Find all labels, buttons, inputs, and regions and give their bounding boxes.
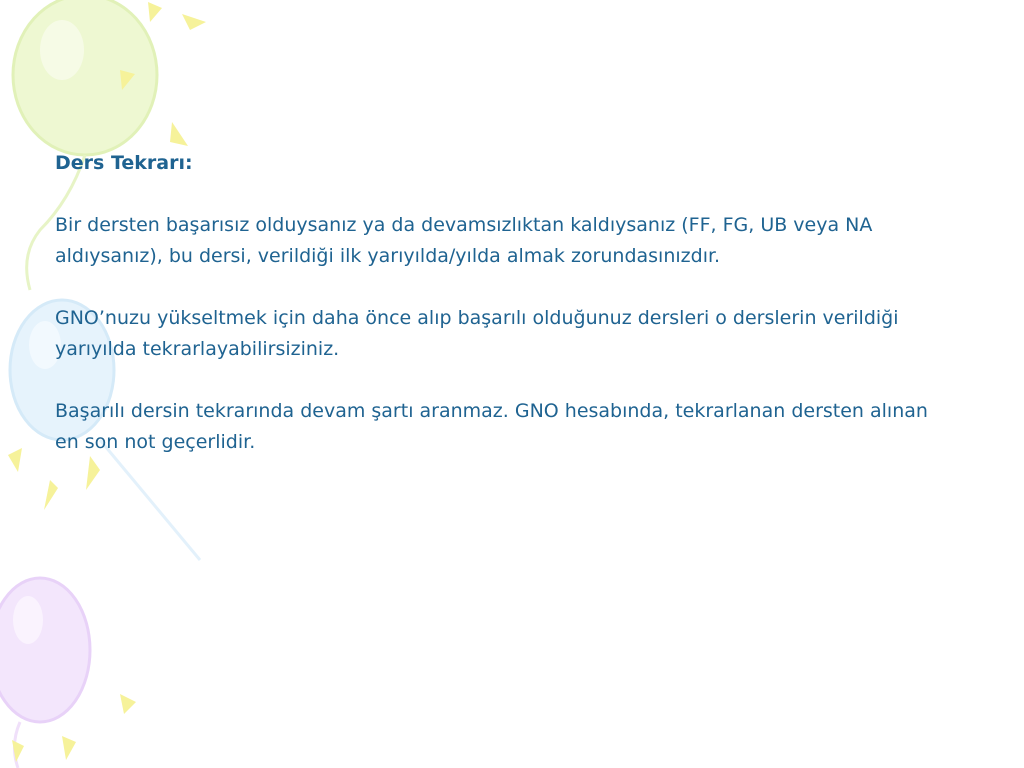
slide-content (55, 148, 955, 489)
paragraph-attendance-grade: Başarılı dersin tekrarında devam şartı aranmaz. GNO hesabında, tekrarlanan dersten alınan en son not geçerlidir. (55, 400, 928, 453)
paragraph-repeat-failed: Bir dersten başarısız olduysanız ya da devamsızlıktan kaldıysanız (FF, FG, UB veya NA aldıysanız), bu dersi, verildiği ilk yarıyılda/yılda almak zorundasınızdır. (55, 214, 873, 267)
paragraph-raise-gpa: GNO’nuzu yükseltmek için daha önce alıp başarılı olduğunuz dersleri o derslerin verildiği yarıyılda tekrarlayabilirsiziniz. (55, 307, 899, 360)
purple-balloon-icon (0, 578, 90, 768)
slide-heading: Ders Tekrarı: (55, 152, 193, 174)
